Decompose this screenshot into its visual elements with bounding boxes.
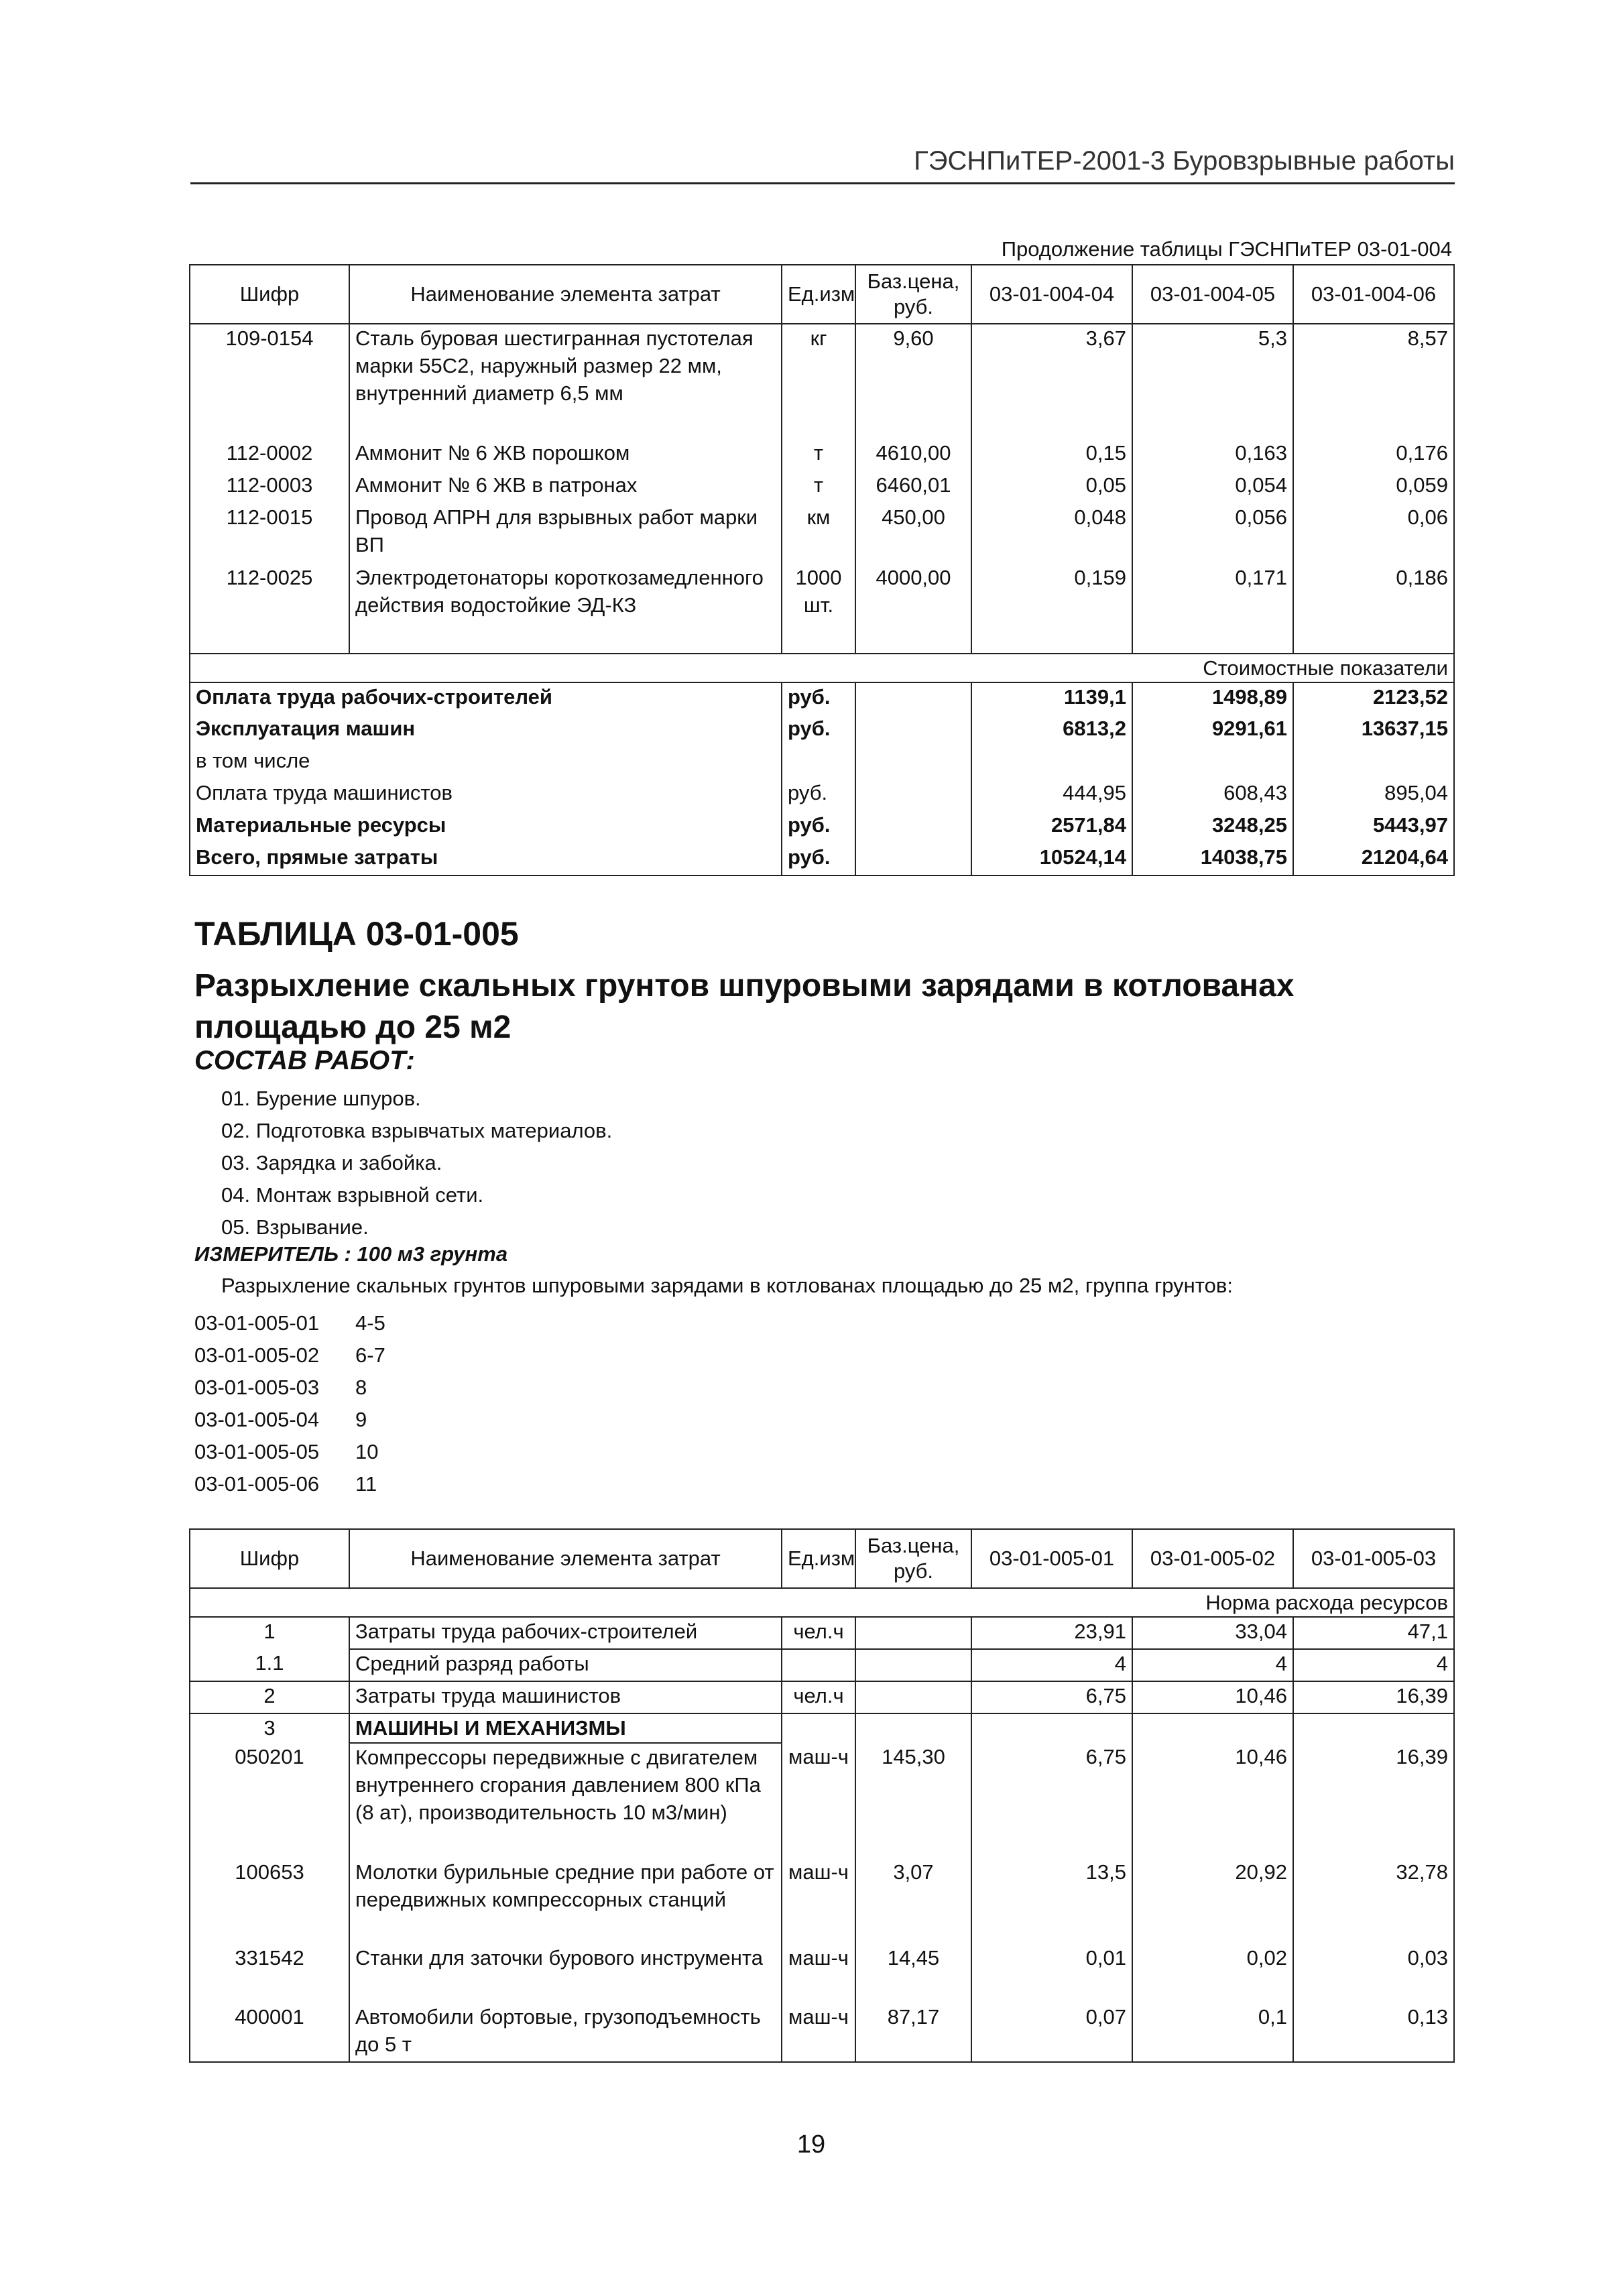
row-unit: кг [782, 324, 855, 439]
cost-unit: руб. [782, 811, 855, 843]
section-title: Разрыхление скальных грунтов шпуровыми зарядами в котлованах площадью до 25 м2 [194, 968, 1295, 1045]
row-value-2: 0,056 [1132, 503, 1293, 564]
cost-unit [782, 747, 855, 779]
row-name: Молотки бурильные средние при работе от передвижных компрессорных станций [349, 1858, 782, 1944]
measure-line [194, 1242, 507, 1266]
header-name: Наименование элемента затрат [349, 1529, 782, 1588]
row-code: 112-0025 [190, 564, 349, 654]
code-group-row [194, 1436, 385, 1468]
row-name: Затраты труда машинистов [349, 1681, 782, 1713]
header-code: Шифр [190, 1529, 349, 1588]
row-code: 400001 [190, 2003, 349, 2062]
cost-price [855, 682, 971, 715]
row-price: 14,45 [855, 1944, 971, 2003]
row-unit: чел.ч [782, 1617, 855, 1649]
description-text: Разрыхление скальных грунтов шпуровыми зарядами в котлованах площадью до 25 м2, группа грунтов: [221, 1274, 1233, 1297]
table-row [190, 471, 1454, 503]
cost-value-3: 5443,97 [1293, 811, 1454, 843]
cost-price [855, 843, 971, 875]
cost-price [855, 747, 971, 779]
cost-value-1: 444,95 [971, 779, 1132, 811]
header-unit: Ед.изм [782, 265, 855, 324]
row-value-1: 3,67 [971, 324, 1132, 439]
table-continuation-label: Продолжение таблицы ГЭСНПиТЕР 03-01-004 [1001, 237, 1452, 261]
row-code: 331542 [190, 1944, 349, 2003]
cost-value-2: 1498,89 [1132, 682, 1293, 715]
row-value-3: 8,57 [1293, 324, 1454, 439]
header-col-2: 03-01-004-05 [1132, 265, 1293, 324]
row-value-2: 20,92 [1132, 1858, 1293, 1944]
cost-price [855, 715, 971, 747]
header-price: Баз.цена, руб. [855, 265, 971, 324]
cost-value-1: 1139,1 [971, 682, 1132, 715]
row-code: 112-0003 [190, 471, 349, 503]
row-name: Станки для заточки бурового инструмента [349, 1944, 782, 2003]
row-value-3: 0,186 [1293, 564, 1454, 654]
row-code: 112-0015 [190, 503, 349, 564]
row-price: 4610,00 [855, 439, 971, 471]
row-value-3: 47,1 [1293, 1617, 1454, 1649]
row-name: Затраты труда рабочих-строителей [349, 1617, 782, 1649]
cost-value-1: 6813,2 [971, 715, 1132, 747]
table-title: ТАБЛИЦА 03-01-005 [194, 915, 519, 953]
row-price [855, 1649, 971, 1681]
code: 03-01-005-03 [194, 1376, 320, 1399]
row-value-3: 0,06 [1293, 503, 1454, 564]
row-code: 112-0002 [190, 439, 349, 471]
table-row [190, 503, 1454, 564]
row-code: 050201 [190, 1743, 349, 1858]
row-unit: т [782, 471, 855, 503]
cost-row [190, 779, 1454, 811]
cost-unit: руб. [782, 682, 855, 715]
work-item: 04. Монтаж взрывной сети. [221, 1183, 484, 1207]
work-item: 05. Взрывание. [221, 1215, 369, 1239]
row-value-2: 0,171 [1132, 564, 1293, 654]
page-number: 19 [796, 2130, 826, 2159]
row-name: Аммонит № 6 ЖВ в патронах [349, 471, 782, 503]
cost-row [190, 843, 1454, 875]
row-price [855, 1681, 971, 1713]
group: 8 [355, 1376, 367, 1399]
cost-price [855, 779, 971, 811]
row-value-2: 4 [1132, 1649, 1293, 1681]
code: 03-01-005-01 [194, 1311, 320, 1335]
group: 6-7 [355, 1343, 385, 1367]
code: 03-01-005-02 [194, 1343, 320, 1367]
group: 4-5 [355, 1311, 385, 1335]
work-item: 02. Подготовка взрывчатых материалов. [221, 1119, 613, 1142]
row-value-1: 6,75 [971, 1743, 1132, 1858]
row-value-3: 32,78 [1293, 1858, 1454, 1944]
row-code: 1.1 [190, 1649, 349, 1681]
row-name: Аммонит № 6 ЖВ порошком [349, 439, 782, 471]
measure-value: 100 м3 грунта [357, 1242, 508, 1266]
row-name: Автомобили бортовые, грузоподъемность до 5 т [349, 2003, 782, 2062]
table-row [190, 1944, 1454, 2003]
header-price: Баз.цена, руб. [855, 1529, 971, 1588]
table-row [190, 1649, 1454, 1681]
header-col-3: 03-01-004-06 [1293, 265, 1454, 324]
row-unit [782, 1713, 855, 1743]
row-value-2 [1132, 1713, 1293, 1743]
row-value-1: 13,5 [971, 1858, 1132, 1944]
code-group-row [194, 1468, 385, 1500]
row-price: 6460,01 [855, 471, 971, 503]
row-value-3: 0,176 [1293, 439, 1454, 471]
row-name: Сталь буровая шестигранная пустотелая марки 55С2, наружный размер 22 мм, внутренний диаметр 6,5 мм [349, 324, 782, 439]
cost-value-3: 895,04 [1293, 779, 1454, 811]
group: 11 [355, 1472, 377, 1496]
row-value-2: 10,46 [1132, 1681, 1293, 1713]
measure-label: ИЗМЕРИТЕЛЬ : [194, 1242, 351, 1266]
cost-name: Оплата труда машинистов [190, 779, 782, 811]
resource-table-03-01-005 [189, 1528, 1455, 2063]
cost-price [855, 811, 971, 843]
group: 9 [355, 1408, 367, 1431]
row-name: Компрессоры передвижные с двигателем внутреннего сгорания давлением 800 кПа (8 ат), производительность 10 м3/мин) [349, 1743, 782, 1858]
table-row [190, 1858, 1454, 1944]
row-unit: маш-ч [782, 1858, 855, 1944]
cost-value-1: 2571,84 [971, 811, 1132, 843]
header-col-3: 03-01-005-03 [1293, 1529, 1454, 1588]
row-value-1: 0,05 [971, 471, 1132, 503]
row-price [855, 1713, 971, 1743]
code-group-row [194, 1404, 385, 1436]
cost-unit: руб. [782, 715, 855, 747]
code: 03-01-005-04 [194, 1408, 320, 1431]
cost-row [190, 682, 1454, 715]
cost-unit: руб. [782, 779, 855, 811]
row-value-3: 16,39 [1293, 1681, 1454, 1713]
cost-value-2 [1132, 747, 1293, 779]
row-code: 100653 [190, 1858, 349, 1944]
cost-value-3: 2123,52 [1293, 682, 1454, 715]
table-row [190, 2003, 1454, 2062]
header-code: Шифр [190, 265, 349, 324]
code-group-row [194, 1307, 385, 1339]
cost-unit: руб. [782, 843, 855, 875]
row-code: 109-0154 [190, 324, 349, 439]
cost-value-2: 608,43 [1132, 779, 1293, 811]
cost-value-3: 13637,15 [1293, 715, 1454, 747]
table-row [190, 439, 1454, 471]
table-row [190, 1681, 1454, 1713]
work-item: 01. Бурение шпуров. [221, 1087, 421, 1110]
cost-row [190, 811, 1454, 843]
row-value-3: 4 [1293, 1649, 1454, 1681]
row-unit: т [782, 439, 855, 471]
row-code: 2 [190, 1681, 349, 1713]
row-unit: 1000 шт. [782, 564, 855, 654]
header-name: Наименование элемента затрат [349, 265, 782, 324]
row-unit: маш-ч [782, 2003, 855, 2062]
row-unit: чел.ч [782, 1681, 855, 1713]
row-name: МАШИНЫ И МЕХАНИЗМЫ [349, 1713, 782, 1743]
row-price: 3,07 [855, 1858, 971, 1944]
row-value-3: 0,03 [1293, 1944, 1454, 2003]
row-value-3 [1293, 1713, 1454, 1743]
row-value-2: 33,04 [1132, 1617, 1293, 1649]
row-price: 450,00 [855, 503, 971, 564]
cost-row [190, 715, 1454, 747]
row-price: 4000,00 [855, 564, 971, 654]
row-price: 87,17 [855, 2003, 971, 2062]
row-value-1: 6,75 [971, 1681, 1132, 1713]
row-value-1: 0,048 [971, 503, 1132, 564]
table-row [190, 1743, 1454, 1858]
row-name: Средний разряд работы [349, 1649, 782, 1681]
cost-value-1: 10524,14 [971, 843, 1132, 875]
row-value-2: 0,163 [1132, 439, 1293, 471]
row-value-3: 0,13 [1293, 2003, 1454, 2062]
table-row [190, 324, 1454, 439]
table-row [190, 564, 1454, 654]
page-header-title: ГЭСНПиТЕР-2001-3 Буровзрывные работы [914, 146, 1455, 176]
row-unit: маш-ч [782, 1743, 855, 1858]
row-name: Электродетонаторы короткозамедленного действия водостойкие ЭД-КЗ [349, 564, 782, 654]
row-value-1: 0,01 [971, 1944, 1132, 2003]
cost-name: Всего, прямые затраты [190, 843, 782, 875]
row-value-1: 0,159 [971, 564, 1132, 654]
header-col-2: 03-01-005-02 [1132, 1529, 1293, 1588]
row-code: 1 [190, 1617, 349, 1649]
row-price: 9,60 [855, 324, 971, 439]
row-price: 145,30 [855, 1743, 971, 1858]
table-row [190, 1617, 1454, 1649]
header-unit: Ед.изм [782, 1529, 855, 1588]
table-row [190, 1713, 1454, 1743]
row-unit: маш-ч [782, 1944, 855, 2003]
row-value-3: 0,059 [1293, 471, 1454, 503]
row-unit: км [782, 503, 855, 564]
cost-name: Эксплуатация машин [190, 715, 782, 747]
code: 03-01-005-06 [194, 1472, 320, 1496]
work-item-list [221, 1083, 612, 1244]
header-col-1: 03-01-004-04 [971, 265, 1132, 324]
cost-name: в том числе [190, 747, 782, 779]
cost-value-2: 3248,25 [1132, 811, 1293, 843]
resource-table-03-01-004 [189, 264, 1455, 876]
group: 10 [355, 1440, 379, 1463]
header-col-1: 03-01-005-01 [971, 1529, 1132, 1588]
work-item: 03. Зарядка и забойка. [221, 1151, 442, 1174]
row-value-1: 23,91 [971, 1617, 1132, 1649]
cost-value-2: 14038,75 [1132, 843, 1293, 875]
header-rule [190, 182, 1455, 184]
cost-name: Материальные ресурсы [190, 811, 782, 843]
row-price [855, 1617, 971, 1649]
cost-value-3 [1293, 747, 1454, 779]
row-value-2: 0,054 [1132, 471, 1293, 503]
cost-value-3: 21204,64 [1293, 843, 1454, 875]
section-label-resource-norms: Норма расхода ресурсов [190, 1588, 1454, 1617]
work-composition-label: СОСТАВ РАБОТ: [194, 1046, 415, 1075]
section-label-cost-indicators: Стоимостные показатели [190, 654, 1454, 682]
code: 03-01-005-05 [194, 1440, 320, 1463]
cost-row [190, 747, 1454, 779]
row-value-1 [971, 1713, 1132, 1743]
row-value-1: 0,15 [971, 439, 1132, 471]
code-group-row [194, 1372, 385, 1404]
row-unit [782, 1649, 855, 1681]
row-value-2: 0,1 [1132, 2003, 1293, 2062]
row-value-1: 4 [971, 1649, 1132, 1681]
code-group-row [194, 1339, 385, 1372]
code-group-list [194, 1307, 385, 1500]
row-code: 3 [190, 1713, 349, 1743]
row-value-2: 10,46 [1132, 1743, 1293, 1858]
cost-value-1 [971, 747, 1132, 779]
row-value-2: 0,02 [1132, 1944, 1293, 2003]
row-name: Провод АПРН для взрывных работ марки ВП [349, 503, 782, 564]
row-value-2: 5,3 [1132, 324, 1293, 439]
cost-value-2: 9291,61 [1132, 715, 1293, 747]
row-value-1: 0,07 [971, 2003, 1132, 2062]
row-value-3: 16,39 [1293, 1743, 1454, 1858]
cost-name: Оплата труда рабочих-строителей [190, 682, 782, 715]
